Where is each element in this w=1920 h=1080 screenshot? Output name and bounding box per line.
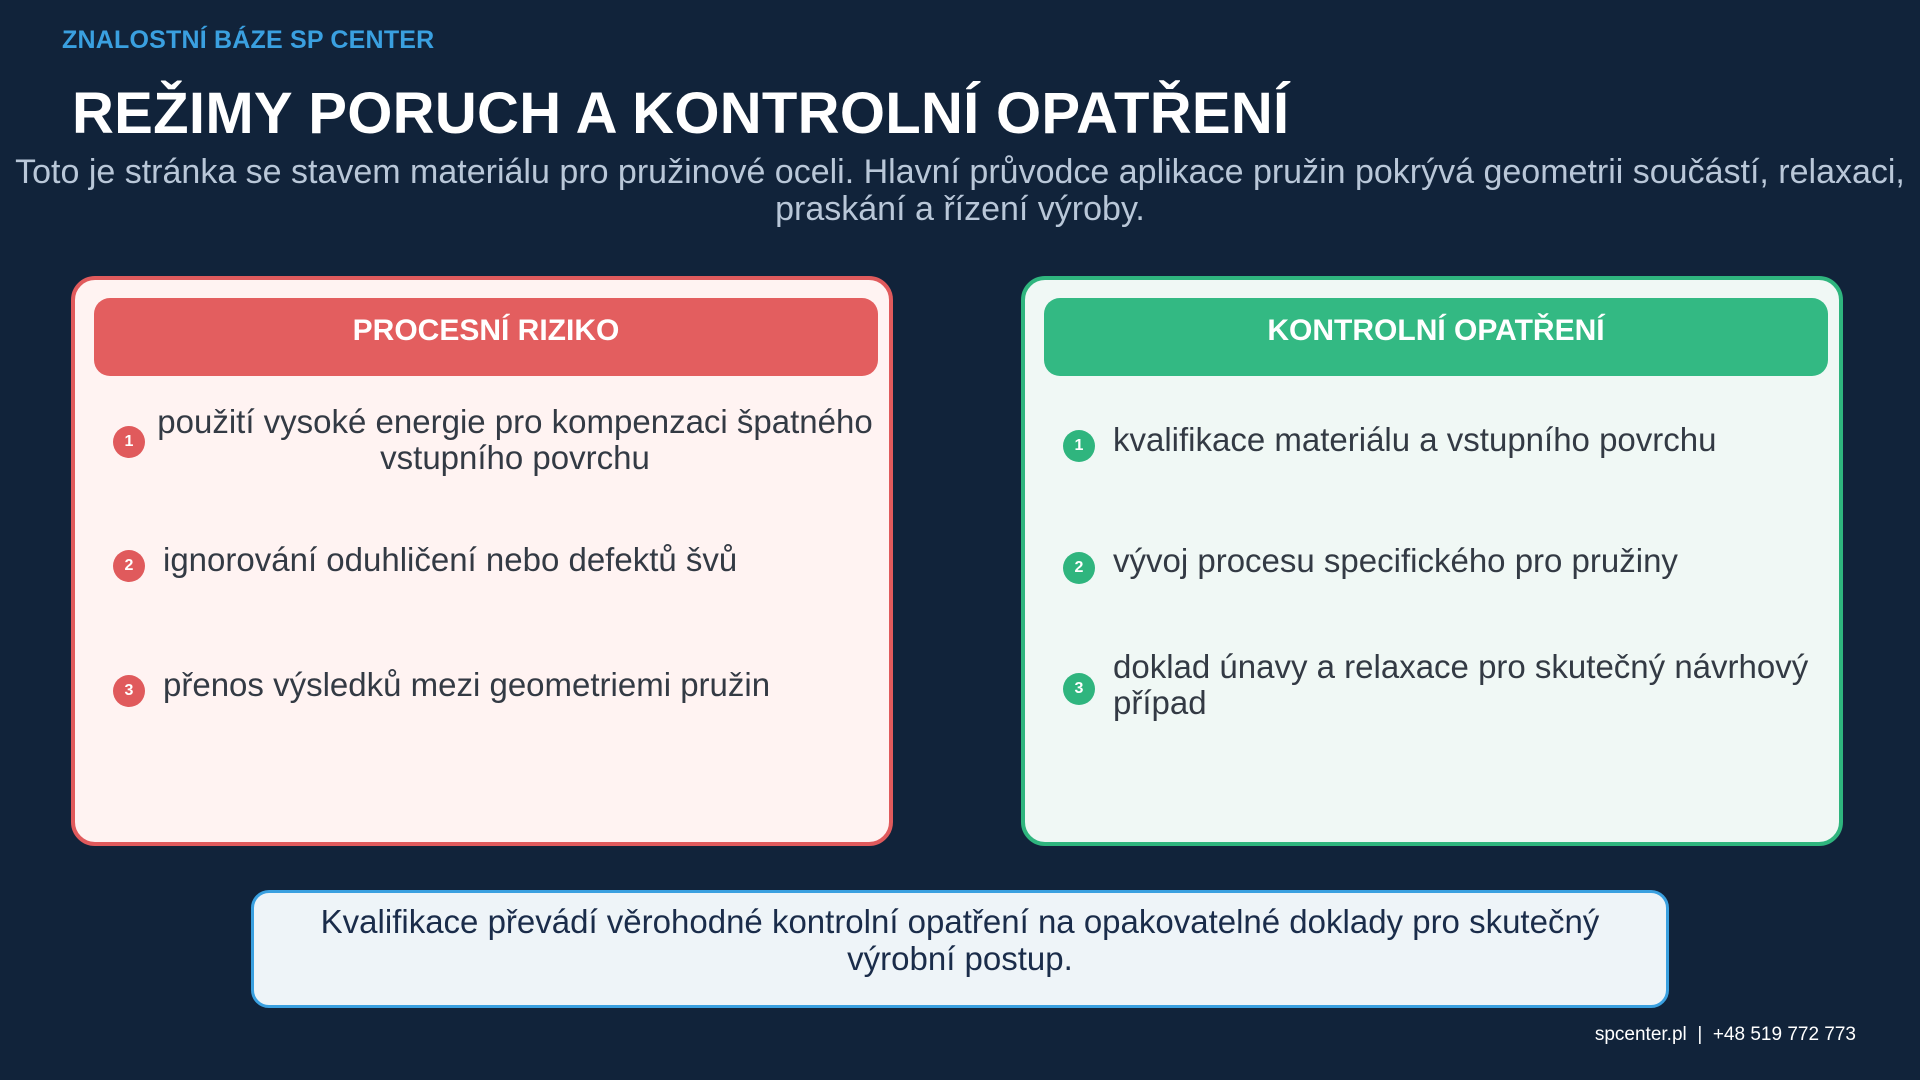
footer-separator: | [1697, 1024, 1703, 1045]
conclusion-text [254, 903, 1666, 977]
risk-item-text: ignorování oduhličení nebo defektů švů [163, 541, 738, 578]
website-link[interactable]: spcenter.pl [1594, 1024, 1687, 1045]
process-risk-card [71, 276, 893, 846]
control-item-text: kvalifikace materiálu a vstupního povrchu [1113, 421, 1717, 458]
number-badge: 3 [113, 675, 145, 707]
conclusion-line-2: výrobní postup. [847, 940, 1073, 977]
risk-item-text [155, 404, 875, 476]
kicker-label: ZNALOSTNÍ BÁZE SP CENTER [62, 26, 435, 54]
conclusion-box [251, 890, 1669, 1008]
phone-number[interactable]: +48 519 772 773 [1712, 1024, 1856, 1045]
risk-item-1-line-1: použití vysoké energie pro kompenzaci špatného [157, 403, 873, 440]
risk-item-text: přenos výsledků mezi geometriemi pružin [163, 666, 771, 703]
control-item-text [1113, 649, 1823, 721]
number-badge: 2 [1063, 552, 1095, 584]
process-risk-header: PROCESNÍ RIZIKO [94, 298, 878, 376]
control-item-text: vývoj procesu specifického pro pružiny [1113, 542, 1678, 579]
control-measures-header: KONTROLNÍ OPATŘENÍ [1044, 298, 1828, 376]
control-measures-card [1021, 276, 1843, 846]
control-item-3-line-1: doklad únavy a relaxace pro skutečný návrhový [1113, 648, 1809, 685]
footer-contact [1595, 1024, 1856, 1046]
page-title: REŽIMY PORUCH A KONTROLNÍ OPATŘENÍ [72, 81, 1290, 146]
number-badge: 1 [113, 426, 145, 458]
risk-item-1-line-2: vstupního povrchu [380, 439, 650, 476]
subtitle-line-2: praskání a řízení výroby. [775, 190, 1145, 228]
subtitle-line-1: Toto je stránka se stavem materiálu pro pružinové oceli. Hlavní průvodce aplikace pružin pokrývá geometrii součástí, relaxaci, [15, 153, 1905, 191]
conclusion-line-1: Kvalifikace převádí věrohodné kontrolní opatření na opakovatelné doklady pro skutečný [320, 903, 1600, 940]
number-badge: 3 [1063, 673, 1095, 705]
control-item-3-line-2: případ [1113, 684, 1207, 721]
page-subtitle [0, 154, 1920, 228]
number-badge: 1 [1063, 430, 1095, 462]
number-badge: 2 [113, 550, 145, 582]
